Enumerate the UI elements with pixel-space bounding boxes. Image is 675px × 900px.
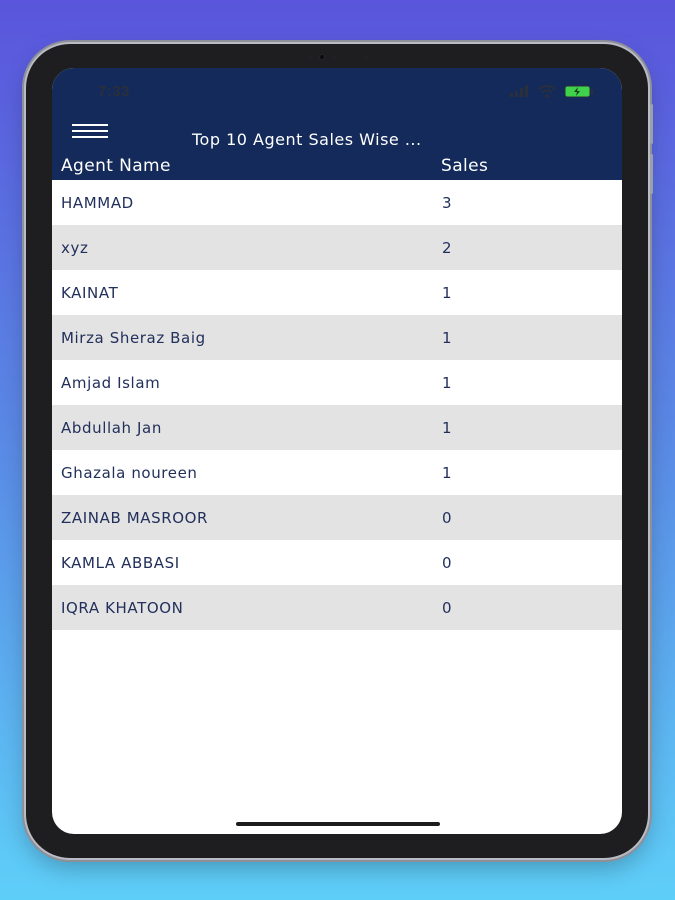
table-row[interactable] [52, 270, 622, 315]
sales-cell: 0 [442, 598, 453, 617]
agent-name-cell: HAMMAD [61, 193, 134, 212]
agent-name-cell: Amjad Islam [61, 373, 161, 392]
sales-cell: 1 [442, 418, 453, 437]
hamburger-menu-icon [72, 124, 108, 140]
agent-name-cell: Ghazala noureen [61, 463, 198, 482]
agent-name-cell: ZAINAB MASROOR [61, 508, 209, 527]
volume-button [650, 104, 653, 144]
tablet-device-frame [26, 44, 648, 858]
agent-name-cell: IQRA KHATOON [61, 598, 184, 617]
app-screen [52, 68, 622, 834]
page-title: Top 10 Agent Sales Wise ... [192, 130, 422, 149]
sales-cell: 1 [442, 463, 453, 482]
camera-strip [26, 52, 648, 62]
status-icons [510, 85, 594, 98]
column-header-agent-name: Agent Name [61, 156, 171, 176]
app-header [52, 68, 622, 180]
column-header-sales: Sales [441, 156, 489, 176]
table-row[interactable] [52, 225, 622, 270]
table-row[interactable] [52, 180, 622, 225]
front-camera-icon [318, 53, 326, 61]
table-row[interactable] [52, 360, 622, 405]
table-row[interactable] [52, 495, 622, 540]
agent-sales-table [52, 180, 622, 630]
table-row[interactable] [52, 405, 622, 450]
agent-name-cell: xyz [61, 238, 89, 257]
status-bar [98, 82, 594, 100]
sensor-icon [363, 55, 368, 60]
wifi-icon [538, 85, 556, 98]
agent-name-cell: Abdullah Jan [61, 418, 162, 437]
table-row[interactable] [52, 450, 622, 495]
sales-cell: 1 [442, 283, 453, 302]
sales-cell: 0 [442, 553, 453, 572]
power-button [650, 154, 653, 194]
sales-cell: 3 [442, 193, 453, 212]
battery-charging-icon [564, 85, 594, 98]
hamburger-menu-button[interactable] [72, 124, 108, 146]
agent-name-cell: KAMLA ABBASI [61, 553, 180, 572]
signal-icon [510, 85, 530, 97]
table-row[interactable] [52, 315, 622, 360]
sales-cell: 0 [442, 508, 453, 527]
sensor-icon [332, 55, 337, 60]
agent-name-cell: KAINAT [61, 283, 119, 302]
home-indicator[interactable] [236, 822, 440, 826]
table-row[interactable] [52, 540, 622, 585]
sales-cell: 2 [442, 238, 453, 257]
sales-cell: 1 [442, 373, 453, 392]
agent-name-cell: Mirza Sheraz Baig [61, 328, 206, 347]
sensor-icon [307, 55, 312, 60]
table-row[interactable] [52, 585, 622, 630]
status-time: 7:33 [98, 82, 131, 100]
sales-cell: 1 [442, 328, 453, 347]
